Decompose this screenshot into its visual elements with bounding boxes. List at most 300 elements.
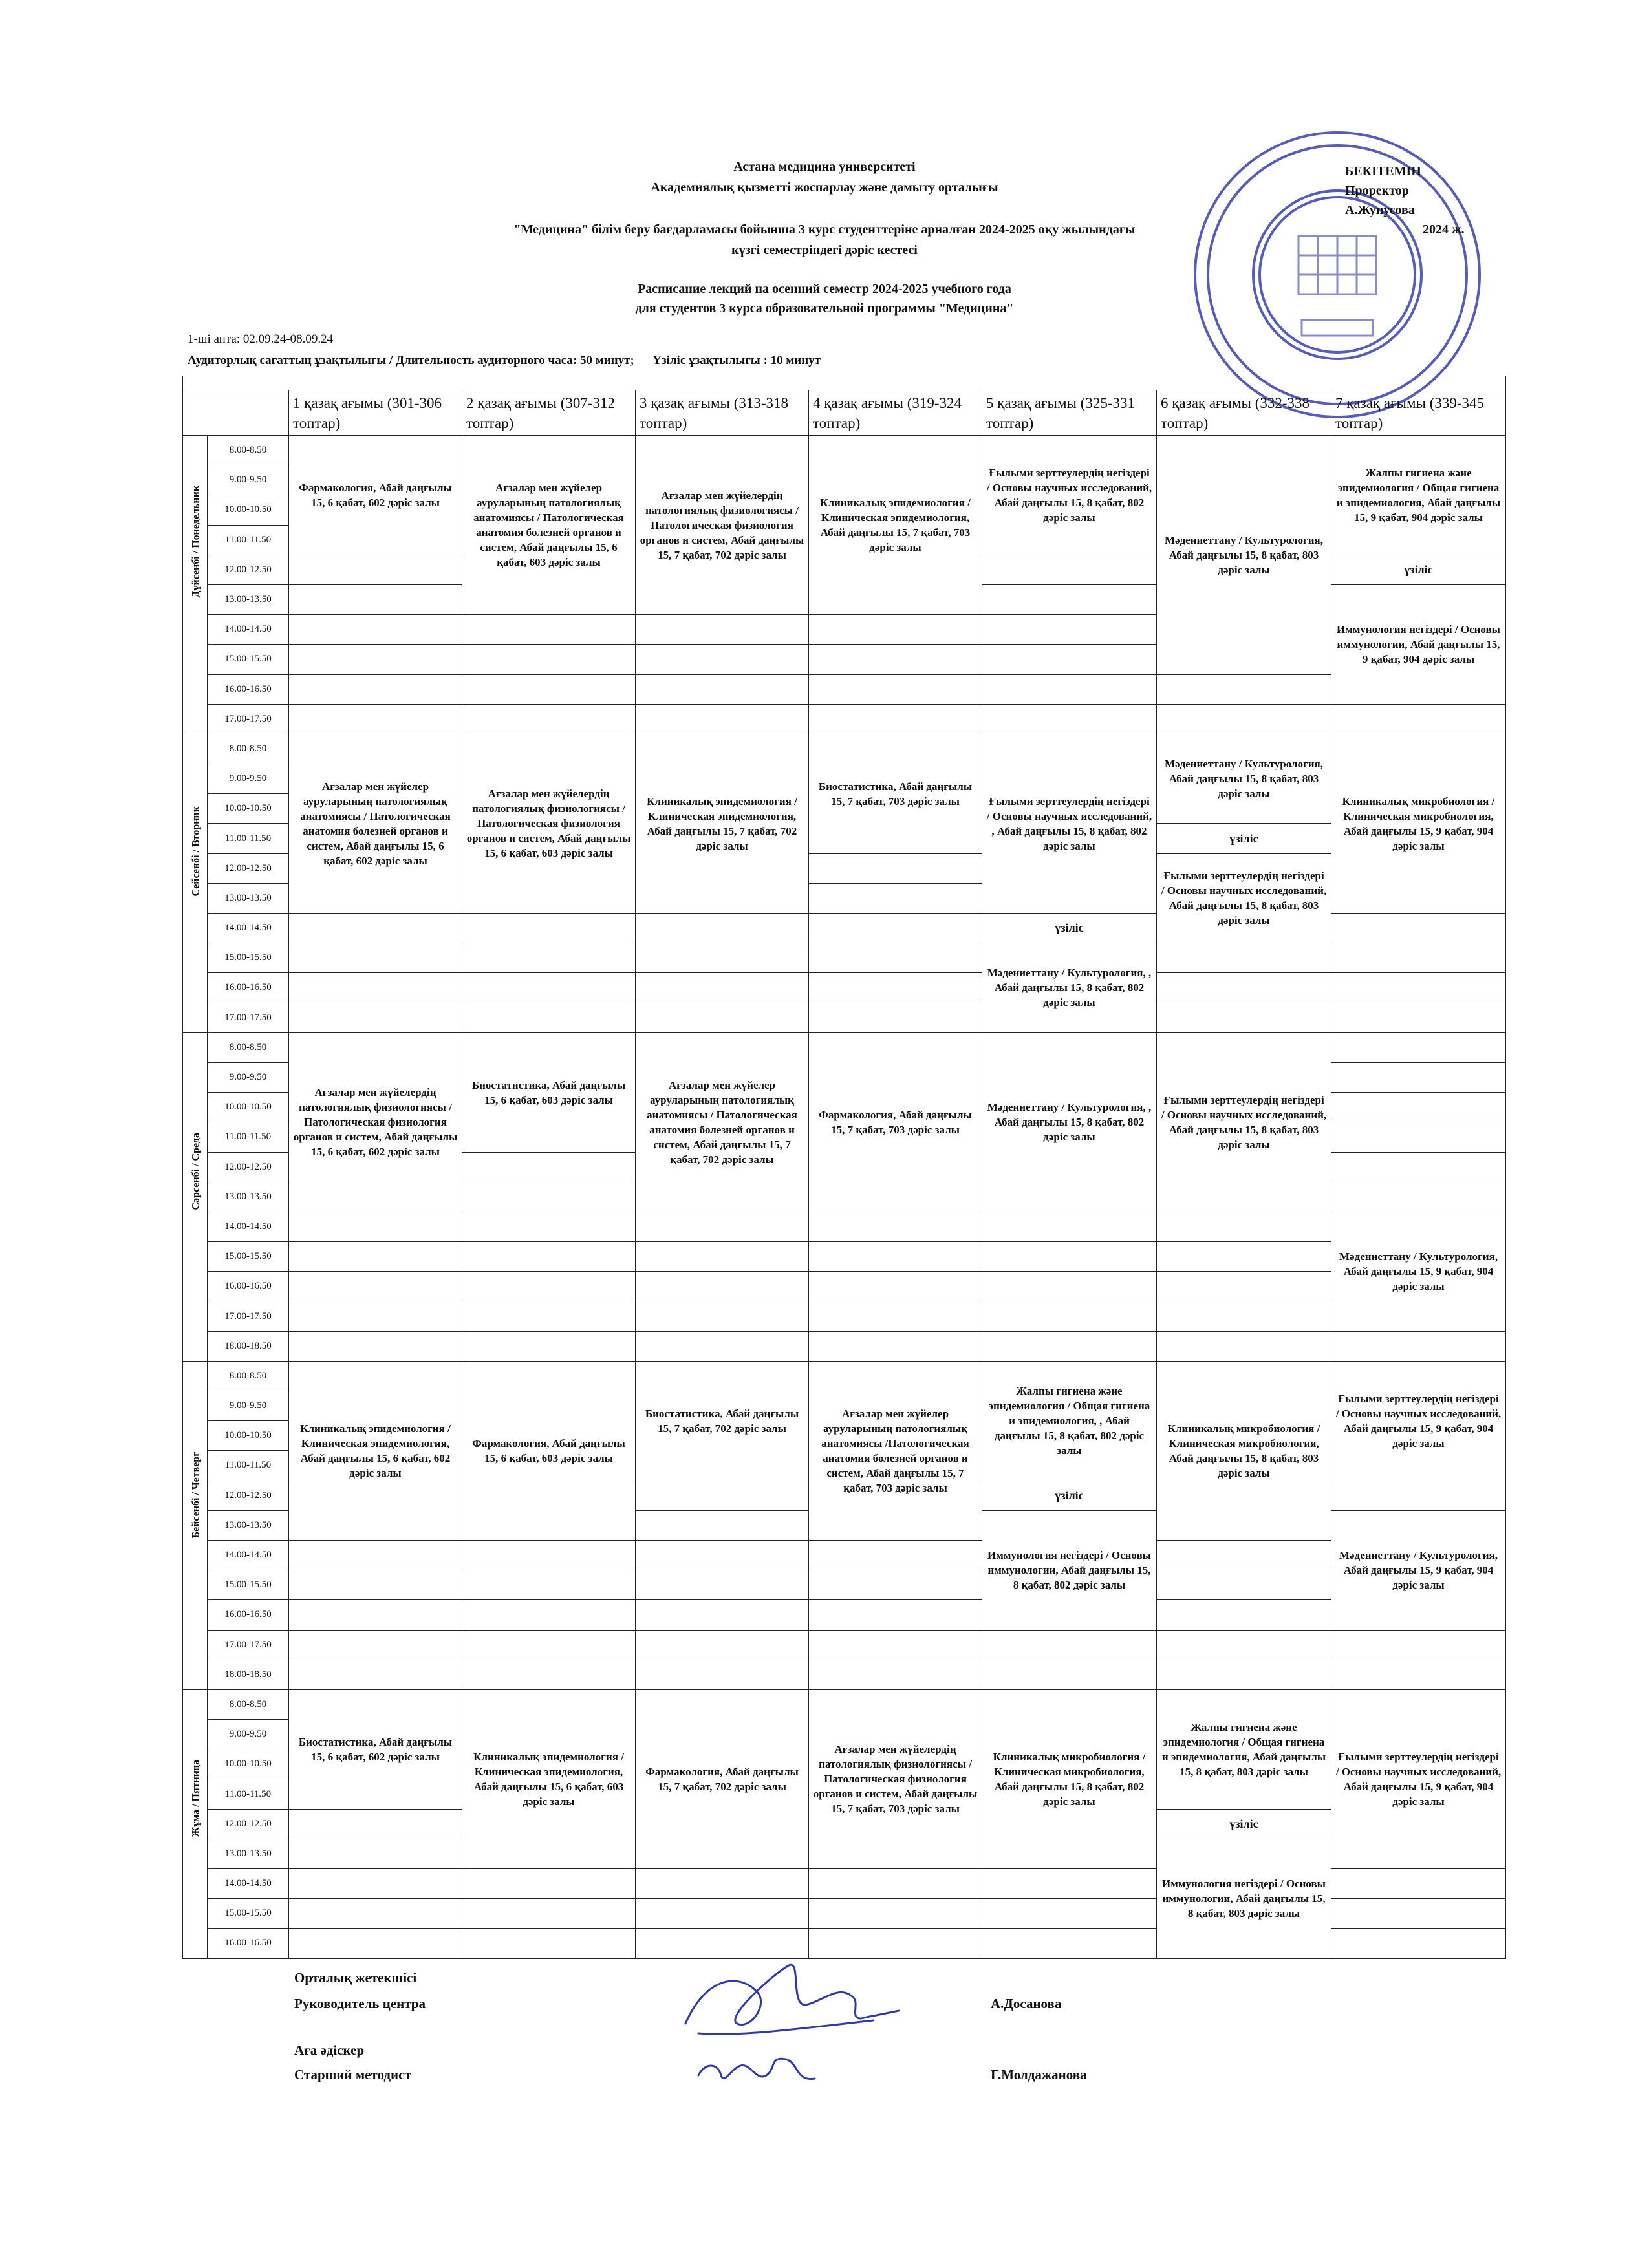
time-slot: 16.00-16.50 [208,1929,289,1958]
empty-cell [1331,973,1506,1003]
empty-cell [809,1212,982,1241]
time-row [183,734,1506,764]
lecture-cell: Иммунология негіздері / Основы иммунологии, Абай даңғылы 15, 9 қабат, 904 дәріс залы [1331,584,1506,704]
empty-cell [982,1899,1157,1929]
empty-cell [809,853,982,883]
empty-cell [809,645,982,674]
empty-cell [1331,1152,1506,1182]
time-slot: 8.00-8.50 [208,1361,289,1391]
empty-cell [809,1540,982,1570]
empty-cell [462,943,636,973]
empty-cell [809,1003,982,1032]
approval-word: БЕКІТЕМІН [1345,164,1421,178]
day-label: Бейсенбі / Четверг [190,1451,202,1539]
time-row [183,1032,1506,1062]
lecture-cell: Мәдениеттану / Культурология, , Абай даңғылы 15, 8 қабат, 802 дәріс залы [982,943,1157,1033]
empty-cell [809,883,982,913]
empty-cell [462,1570,636,1600]
empty-cell [1331,1899,1506,1929]
break-cell: үзіліс [1331,555,1506,584]
time-slot: 13.00-13.50 [208,1182,289,1212]
empty-cell [809,704,982,734]
empty-cell [636,1660,809,1689]
empty-cell [982,1630,1157,1660]
university-name: Астана медицина университеті [733,160,916,174]
empty-cell [289,1899,462,1929]
empty-cell [809,1570,982,1600]
empty-cell [289,704,462,734]
empty-cell [636,1301,809,1331]
empty-cell [809,674,982,704]
time-row [183,1689,1506,1719]
empty-cell [636,674,809,704]
empty-cell [982,645,1157,674]
lecture-cell: Фармакология, Абай даңғылы 15, 6 қабат, 602 дәріс залы [289,436,462,555]
empty-cell [982,584,1157,614]
lecture-cell: Фармакология, Абай даңғылы 15, 7 қабат, 703 дәріс залы [809,1032,982,1212]
empty-cell [1331,1331,1506,1361]
empty-cell [1157,674,1331,704]
empty-cell [462,645,636,674]
empty-cell [809,943,982,973]
time-slot: 13.00-13.50 [208,1839,289,1868]
time-row [183,1272,1506,1301]
empty-cell [1331,1929,1506,1958]
stream-header: 5 қазақ ағымы (325-331 топтар) [982,390,1157,436]
empty-cell [636,1869,809,1899]
time-slot: 14.00-14.50 [208,1869,289,1899]
time-slot: 15.00-15.50 [208,943,289,973]
empty-cell [289,1929,462,1958]
empty-cell [1157,1331,1331,1361]
approval-block [1345,162,1465,239]
approval-date: 2024 ж. [1423,222,1465,237]
empty-cell [289,584,462,614]
lecture-cell: Ғылыми зерттеулердің негіздері / Основы научных исследований, Абай даңғылы 15, 9 қабат, 904 дәріс залы [1331,1689,1506,1868]
time-slot: 10.00-10.50 [208,1749,289,1779]
empty-cell [462,1212,636,1241]
empty-cell [1331,1093,1506,1122]
empty-cell [636,1212,809,1241]
time-slot: 17.00-17.50 [208,1301,289,1331]
time-slot: 9.00-9.50 [208,1720,289,1749]
empty-cell [1157,704,1331,734]
time-slot: 8.00-8.50 [208,1689,289,1719]
day-label-cell [183,1689,208,1958]
empty-cell [462,1869,636,1899]
empty-cell [289,1242,462,1272]
time-slot: 15.00-15.50 [208,645,289,674]
time-slot: 11.00-11.50 [208,525,289,555]
empty-cell [1331,704,1506,734]
time-slot: 9.00-9.50 [208,764,289,794]
lecture-cell: Мәдениеттану / Культурология, Абай даңғылы 15, 9 қабат, 904 дәріс залы [1331,1212,1506,1331]
time-slot: 10.00-10.50 [208,1421,289,1451]
empty-cell [289,615,462,645]
break-cell: үзіліс [1157,1809,1331,1839]
empty-cell [462,1929,636,1958]
stream-header: 1 қазақ ағымы (301-306 топтар) [289,390,462,436]
empty-cell [636,1003,809,1032]
time-row [183,674,1506,704]
empty-cell [982,555,1157,584]
empty-cell [462,973,636,1003]
empty-cell [289,1540,462,1570]
empty-cell [1331,1481,1506,1510]
corner-cell [183,390,289,436]
break-cell: үзіліс [1157,824,1331,853]
lecture-cell: Ағзалар мен жүйелердің патологиялық физиологиясы / Патологическая физиология органов и систем, Абай даңғылы 15, 7 қабат, 703 дәріс залы [809,1689,982,1868]
time-row [183,1630,1506,1660]
break-duration: Үзіліс ұзақтылығы : 10 минут [652,354,821,367]
lecture-cell: Клиникалық эпидемиология / Клиническая эпидемиология, Абай даңғылы 15, 6 қабат, 603 дәріс залы [462,1689,636,1868]
empty-cell [462,1660,636,1689]
empty-cell [636,1540,809,1570]
empty-cell [636,1272,809,1301]
time-slot: 12.00-12.50 [208,555,289,584]
empty-cell [1157,1301,1331,1331]
empty-cell [289,943,462,973]
lecture-cell: Ағзалар мен жүйелер ауруларының патологиялық анатомиясы / Патологическая анатомия болезней органов и систем, Абай даңғылы 15, 7 қабат, 702 дәріс залы [636,1032,809,1212]
time-slot: 11.00-11.50 [208,824,289,853]
time-row [183,704,1506,734]
time-row [183,1540,1506,1570]
empty-cell [289,1809,462,1839]
time-slot: 8.00-8.50 [208,1032,289,1062]
title-ru-line1: Расписание лекций на осенний семестр 2024-2025 учебного года [638,282,1011,296]
time-slot: 15.00-15.50 [208,1899,289,1929]
time-slot: 14.00-14.50 [208,1540,289,1570]
lecture-cell: Ғылыми зерттеулердің негіздері / Основы научных исследований, Абай даңғылы 15, 9 қабат, 904 дәріс залы [1331,1361,1506,1481]
lecture-cell: Ғылыми зерттеулердің негіздері / Основы научных исследований, Абай даңғылы 15, 8 қабат, 803 дәріс залы [1157,853,1331,943]
empty-cell [1157,1570,1331,1600]
empty-cell [462,615,636,645]
empty-cell [462,674,636,704]
lecture-cell: Клиникалық эпидемиология / Клиническая эпидемиология, Абай даңғылы 15, 6 қабат, 602 дәріс залы [289,1361,462,1540]
lecture-cell: Мәдениеттану / Культурология, Абай даңғылы 15, 9 қабат, 904 дәріс залы [1331,1510,1506,1630]
day-label-cell [183,734,208,1032]
empty-cell [289,1630,462,1660]
time-slot: 9.00-9.50 [208,465,289,495]
empty-cell [636,1242,809,1272]
lecture-cell: Мәдениеттану / Культурология, Абай даңғылы 15, 8 қабат, 803 дәріс залы [1157,436,1331,675]
methodist-name: Г.Молдажанова [991,2067,1087,2082]
lecture-cell: Ағзалар мен жүйелер ауруларының патологиялық анатомиясы / Патологическая анатомия болезней органов и систем, Абай даңғылы 15, 6 қабат, 603 дәріс залы [462,436,636,615]
lecture-cell: Ағзалар мен жүйелердің патологиялық физиологиясы / Патологическая физиология органов и систем, Абай даңғылы 15, 6 қабат, 603 дәріс залы [462,734,636,913]
empty-cell [636,1570,809,1600]
empty-cell [289,674,462,704]
center-name: Академиялық қызметті жоспарлау және дамыту орталығы [651,180,998,195]
time-slot: 10.00-10.50 [208,495,289,525]
empty-cell [289,914,462,943]
time-slot: 8.00-8.50 [208,436,289,465]
empty-cell [289,1839,462,1868]
empty-cell [462,1242,636,1272]
time-slot: 14.00-14.50 [208,615,289,645]
empty-cell [1331,1003,1506,1032]
stream-header: 2 қазақ ағымы (307-312 топтар) [462,390,636,436]
empty-cell [636,1331,809,1361]
time-row [183,1660,1506,1689]
empty-cell [1157,1660,1331,1689]
time-slot: 12.00-12.50 [208,1809,289,1839]
lecture-cell: Биостатистика, Абай даңғылы 15, 6 қабат, 603 дәріс залы [462,1032,636,1152]
empty-cell [289,1212,462,1241]
day-label: Дүйсенбі / Понедельник [190,485,202,598]
time-row [183,1361,1506,1391]
lecture-cell: Биостатистика, Абай даңғылы 15, 7 қабат, 703 дәріс залы [809,734,982,853]
time-slot: 18.00-18.50 [208,1660,289,1689]
empty-cell [1157,973,1331,1003]
empty-cell [289,645,462,674]
lecture-cell: Жалпы гигиена және эпидемиология / Общая гигиена и эпидемиология, Абай даңғылы 15, 8 қабат, 803 дәріс залы [1157,1689,1331,1809]
empty-cell [1331,914,1506,943]
empty-cell [809,1869,982,1899]
empty-cell [809,1301,982,1331]
center-head-title-kz: Орталық жетекшісі [294,1970,417,1985]
empty-cell [1157,1212,1331,1241]
empty-cell [462,1899,636,1929]
empty-cell [462,1182,636,1212]
empty-cell [289,1869,462,1899]
time-slot: 16.00-16.50 [208,1272,289,1301]
empty-cell [289,1660,462,1689]
time-slot: 16.00-16.50 [208,973,289,1003]
empty-cell [1331,1062,1506,1092]
time-slot: 12.00-12.50 [208,853,289,883]
duration-label: Аудиторлық сағаттың ұзақтылығы / Длительность аудиторного часа: 50 минут; [188,354,634,367]
title-ru-line2: для студентов 3 курса образовательной программы "Медицина" [635,301,1014,316]
empty-cell [636,973,809,1003]
lecture-cell: Клиникалық микробиология / Клиническая микробиология, Абай даңғылы 15, 9 қабат, 904 дәріс залы [1331,734,1506,913]
empty-cell [982,1331,1157,1361]
empty-cell [982,1212,1157,1241]
stream-header: 4 қазақ ағымы (319-324 топтар) [809,390,982,436]
empty-cell [289,555,462,584]
time-slot: 11.00-11.50 [208,1122,289,1152]
lecture-cell: Жалпы гигиена және эпидемиология / Общая гигиена и эпидемиология, Абай даңғылы 15, 9 қабат, 904 дәріс залы [1331,436,1506,555]
title-kz-line2: күзгі семестріндегі дәріс кестесі [731,243,918,257]
empty-cell [462,1600,636,1630]
empty-cell [809,1899,982,1929]
empty-cell [809,1630,982,1660]
empty-cell [809,1660,982,1689]
empty-cell [1157,1600,1331,1630]
time-slot: 16.00-16.50 [208,674,289,704]
empty-cell [982,615,1157,645]
empty-cell [636,704,809,734]
empty-cell [289,1301,462,1331]
day-label: Сәрсенбі / Среда [190,1132,202,1210]
empty-cell [809,973,982,1003]
time-slot: 14.00-14.50 [208,1212,289,1241]
time-row [183,1301,1506,1331]
empty-cell [982,1929,1157,1958]
empty-cell [462,1540,636,1570]
empty-cell [1331,1182,1506,1212]
title-kz-line1: "Медицина" білім беру бағдарламасы бойынша 3 курс студенттеріне арналған 2024-2025 оқу жылындағы [513,222,1136,237]
schedule-table [182,376,1506,1959]
lecture-cell: Ағзалар мен жүйелердің патологиялық физиологиясы / Патологическая физиология органов и систем, Абай даңғылы 15, 7 қабат, 702 дәріс залы [636,436,809,615]
day-label-cell [183,1032,208,1361]
break-cell: үзіліс [982,914,1157,943]
lecture-cell: Мәдениеттану / Культурология, , Абай даңғылы 15, 8 қабат, 802 дәріс залы [982,1032,1157,1212]
lecture-cell: Клиникалық микробиология / Клиническая микробиология, Абай даңғылы 15, 8 қабат, 803 дәріс залы [1157,1361,1331,1540]
time-slot: 15.00-15.50 [208,1570,289,1600]
time-slot: 16.00-16.50 [208,1600,289,1630]
empty-cell [982,1272,1157,1301]
time-slot: 13.00-13.50 [208,883,289,913]
empty-cell [462,1301,636,1331]
empty-cell [982,704,1157,734]
empty-cell [982,1869,1157,1899]
time-slot: 13.00-13.50 [208,584,289,614]
empty-cell [462,1003,636,1032]
empty-cell [809,1331,982,1361]
empty-cell [636,1630,809,1660]
empty-cell [636,943,809,973]
time-row [183,436,1506,465]
lecture-cell: Иммунология негіздері / Основы иммунологии, Абай даңғылы 15, 8 қабат, 803 дәріс залы [1157,1839,1331,1958]
break-cell: үзіліс [982,1481,1157,1510]
banner-row [183,376,1506,390]
empty-cell [1157,1003,1331,1032]
empty-cell [1331,1660,1506,1689]
empty-cell [1157,943,1331,973]
lecture-cell: Ағзалар мен жүйелер ауруларының патологиялық анатомиясы /Патологическая анатомия болезней органов и систем, Абай даңғылы 15, 7 қабат, 703 дәріс залы [809,1361,982,1540]
empty-cell [636,1510,809,1540]
empty-cell [636,914,809,943]
day-label-cell [183,436,208,734]
day-label-cell [183,1361,208,1689]
lecture-cell: Ғылыми зерттеулердің негіздері / Основы научных исследований, Абай даңғылы 15, 8 қабат, 803 дәріс залы [1157,1032,1331,1212]
empty-cell [982,1660,1157,1689]
empty-cell [1331,1869,1506,1899]
time-row [183,1003,1506,1032]
time-slot: 10.00-10.50 [208,794,289,824]
lecture-cell: Клиникалық микробиология / Клиническая микробиология, Абай даңғылы 15, 8 қабат, 802 дәріс залы [982,1689,1157,1868]
lecture-cell: Биостатистика, Абай даңғылы 15, 7 қабат, 702 дәріс залы [636,1361,809,1481]
time-row [183,1331,1506,1361]
center-head-name: А.Досанова [991,1996,1062,2011]
methodist-title-kz: Аға әдіскер [294,2042,365,2058]
day-label: Сейсенбі / Вторник [190,806,202,897]
stream-header: 6 қазақ ағымы (332-338 топтар) [1157,390,1331,436]
empty-cell [636,1600,809,1630]
lecture-cell: Фармакология, Абай даңғылы 15, 6 қабат, 603 дәріс залы [462,1361,636,1540]
banner-cell [183,376,1506,390]
time-row [183,1600,1506,1630]
empty-cell [462,1331,636,1361]
center-head-title-ru: Руководитель центра [294,1996,426,2011]
time-slot: 10.00-10.50 [208,1093,289,1122]
empty-cell [809,1272,982,1301]
time-row [183,1570,1506,1600]
empty-cell [289,1003,462,1032]
time-slot: 14.00-14.50 [208,914,289,943]
empty-cell [1331,943,1506,973]
empty-cell [289,1600,462,1630]
empty-cell [462,1630,636,1660]
empty-cell [636,1899,809,1929]
lecture-cell: Клиникалық эпидемиология / Клиническая эпидемиология, Абай даңғылы 15, 7 қабат, 703 дәріс залы [809,436,982,615]
duration-line [188,352,821,369]
empty-cell [462,1152,636,1182]
approval-name: А.Жунусова [1345,203,1415,217]
empty-cell [462,704,636,734]
empty-cell [809,914,982,943]
empty-cell [289,1272,462,1301]
empty-cell [809,1242,982,1272]
week-label: 1-ші апта: 02.09.24-08.09.24 [188,332,334,346]
empty-cell [982,1301,1157,1331]
time-slot: 18.00-18.50 [208,1331,289,1361]
empty-cell [636,645,809,674]
lecture-cell: Клиникалық эпидемиология / Клиническая эпидемиология, Абай даңғылы 15, 7 қабат, 702 дәріс залы [636,734,809,913]
empty-cell [636,1481,809,1510]
empty-cell [1331,1630,1506,1660]
lecture-cell: Ағзалар мен жүйелердің патологиялық физиологиясы / Патологическая физиология органов и систем, Абай даңғылы 15, 6 қабат, 602 дәріс залы [289,1032,462,1212]
time-slot: 17.00-17.50 [208,704,289,734]
time-slot: 17.00-17.50 [208,1630,289,1660]
time-slot: 8.00-8.50 [208,734,289,764]
stream-header: 7 қазақ ағымы (339-345 топтар) [1331,390,1506,436]
approval-position: Проректор [1345,184,1409,198]
lecture-cell: Фармакология, Абай даңғылы 15, 7 қабат, 702 дәріс залы [636,1689,809,1868]
time-slot: 11.00-11.50 [208,1779,289,1809]
empty-cell [1331,1032,1506,1062]
empty-cell [636,615,809,645]
lecture-cell: Ғылыми зерттеулердің негіздері / Основы научных исследований, Абай даңғылы 15, 8 қабат, 802 дәріс залы [982,436,1157,555]
lecture-cell: Биостатистика, Абай даңғылы 15, 6 қабат, 602 дәріс залы [289,1689,462,1809]
time-slot: 12.00-12.50 [208,1481,289,1510]
time-row [183,1212,1506,1241]
time-slot: 17.00-17.50 [208,1003,289,1032]
time-slot: 12.00-12.50 [208,1152,289,1182]
empty-cell [1157,1540,1331,1570]
lecture-cell: Иммунология негіздері / Основы иммунологии, Абай даңғылы 15, 8 қабат, 802 дәріс залы [982,1510,1157,1630]
methodist-title-ru: Старший методист [294,2067,411,2082]
empty-cell [289,973,462,1003]
lecture-cell: Жалпы гигиена және эпидемиология / Общая гигиена и эпидемиология, , Абай даңғылы 15, 8 қабат, 802 дәріс залы [982,1361,1157,1481]
empty-cell [809,615,982,645]
empty-cell [462,1272,636,1301]
empty-cell [1157,1630,1331,1660]
stream-header: 3 қазақ ағымы (313-318 топтар) [636,390,809,436]
time-slot: 11.00-11.50 [208,1451,289,1481]
empty-cell [982,674,1157,704]
empty-cell [809,1600,982,1630]
time-row [183,1242,1506,1272]
lecture-cell: Мәдениеттану / Культурология, Абай даңғылы 15, 8 қабат, 803 дәріс залы [1157,734,1331,824]
handwritten-signatures [660,1952,918,2101]
time-slot: 13.00-13.50 [208,1510,289,1540]
empty-cell [289,1570,462,1600]
empty-cell [982,1242,1157,1272]
stream-header-row [183,390,1506,436]
day-label: Жұма / Пятница [190,1759,202,1837]
empty-cell [1331,1122,1506,1152]
lecture-cell: Ағзалар мен жүйелер ауруларының патологиялық анатомиясы / Патологическая анатомия болезней органов и систем, Абай даңғылы 15, 6 қабат, 602 дәріс залы [289,734,462,913]
time-slot: 9.00-9.50 [208,1062,289,1092]
time-row [183,943,1506,973]
time-slot: 9.00-9.50 [208,1391,289,1421]
empty-cell [1157,1272,1331,1301]
empty-cell [1157,1242,1331,1272]
empty-cell [289,1331,462,1361]
time-slot: 15.00-15.50 [208,1242,289,1272]
lecture-cell: Ғылыми зерттеулердің негіздері / Основы научных исследований, , Абай даңғылы 15, 8 қабат, 802 дәріс залы [982,734,1157,913]
